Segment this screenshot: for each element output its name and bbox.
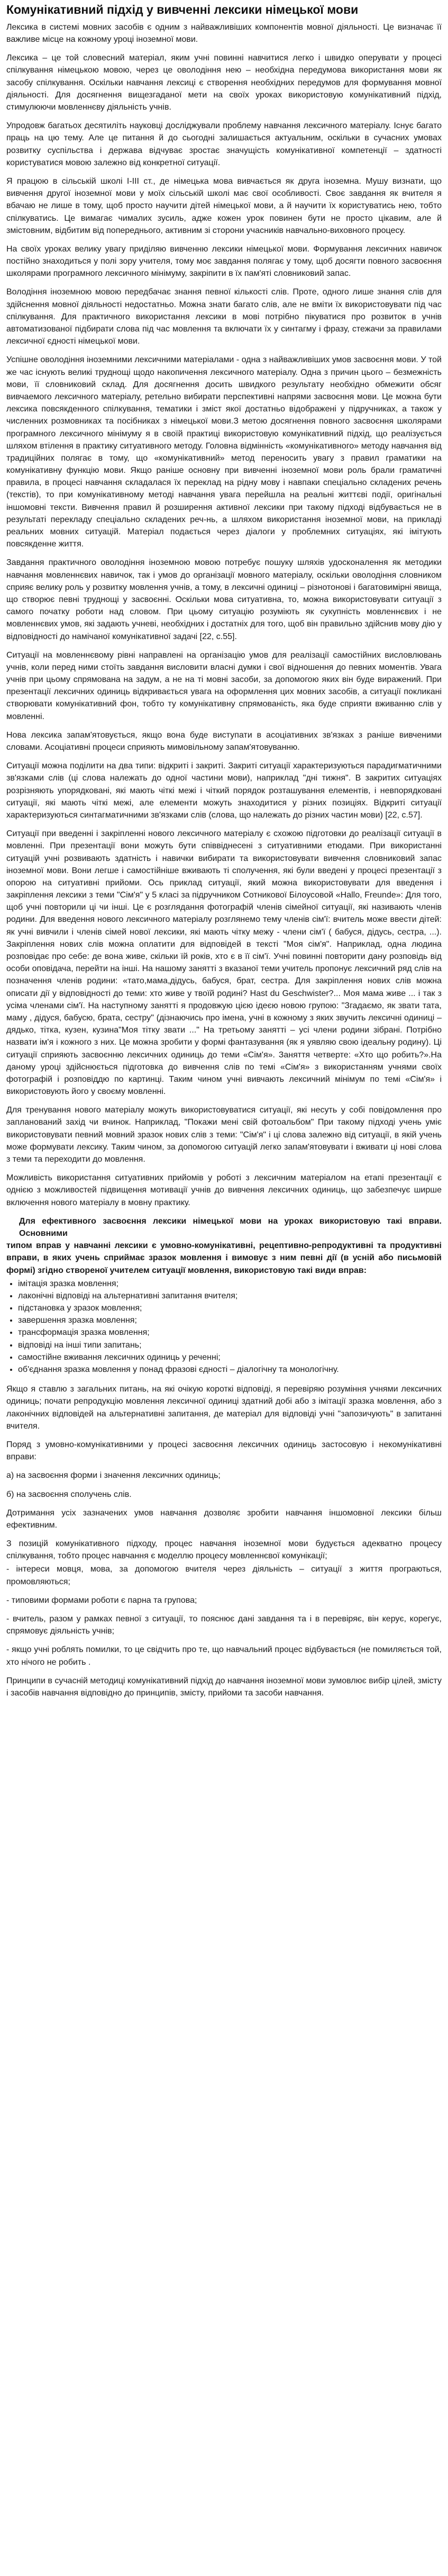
list-item: • об'єднання зразка мовлення у понад фразові єдності – діалогічну та монологічну. bbox=[18, 1363, 442, 1376]
conclusion-section bbox=[6, 1383, 442, 1562]
paragraph: Можливість використання ситуативних прийомів у роботі з лексичним матеріалом на етапі презентації є однією з можливостей підвищення мотивації учнів до вивчення лексичних одиниць, що забезпечує ширше включення нового матеріалу в мовну практику. bbox=[6, 1173, 442, 1207]
paragraph: Дотримання усіх зазначених умов навчання дозволяє зробити навчання іншомовної лексики більш ефективним. bbox=[6, 1508, 442, 1530]
list-item: • трансформація зразка мовлення; bbox=[18, 1326, 442, 1339]
principle-line: - якщо учні роблять помилки, то це свідчить про те, що навчальний процес відбувається (не помиляється той, хто нічого не робить . bbox=[6, 1645, 442, 1667]
paragraph: Ситуації при введенні і закріпленні нового лексичного матеріалу є схожою підготовки до реалізації ситуації в мовленні. При презентації вони можуть бути співвіднесені з ситуативними етюдами. При використанні ситуацій учні розвивають здатність і навички вибирати та використовувати вивчення словниковий запас іноземної мови. Вони легше і самостійніше вживають ті сполучення, які були введені у процесі презентації з опорою на ситуативні прийоми. Ось приклад ситуації, який можна використовувати для введення і закріплення лексики з теми "Сім'я" у 5 класі за підручником Сотникової Білоусовой «Hallo, Freunde»: Для того, щоб учні повторили ці чи інші. Це є розглядання фотографій членів сімейної ситуації, які називають членів родини. Для введення нового лексичного матеріалу розглянемо тему членів сім'ї: вчитель може ввести дітей: як учні вивчили і членів сімей нової лексики, які мають чітку межу - члени сім'ї ( бабуся, дідусь, сестра, ...). Закріплення нових слів можна оплатити для відповідей в тексті "Моя сім'я". Наприклад, одна людина розповідає про себе: де вона живе, скільки їй років, хто є в її сім'ї. Учні повинні повторити дану розповідь від особи оповідача, перейти на інші. На нашому занятті з вказаної теми учитель пропонує лексичний ряд слів на позначення членів родини: «тато,мама,дідусь, бабуся, брат, сестра. Для закріплення нових слів можна описати дії у відповідності до теми: хто живе у твоїй родині? Hast du Geschwister?... Моя мама живе ... і так з усіма членами сім'ї. На наступному занятті я продовжую цією ідеєю новою групою: "Згадаємо, як звати тата, маму , дідуся, бабусю, брата, сестру" (дізнаючись про імена, учні в кожному з яких звучить лексичні одиниці – дядько, тітка, кузен, кузина"Моя тітку звати ..." На третьому занятті – усі члени родини зібрані. Потрібно назвати ім'я і кожного з них. Це можна зробити у формі фантазування (як я уявляю свою ідеальну родину). Ці ситуації сприяють засвоєнню лексичних одиниць до теми «Сім'я». Заняття четверте: «Хто що робить?».На даному уроці здійснюється підготовка до вивчення слів по темі «Сім'я» з використанням учнями своїх фотографій і розповіддю по картинці. Таким чином учні вивчають лексичний мінімум по темі «Сім'я» і використовують його у своєму мовленні. bbox=[6, 829, 442, 1097]
paragraph: б) на засвоєння сполучень слів. bbox=[6, 1489, 132, 1499]
paragraph: Лексика – це той словесний матеріал, яким учні повинні навчитися легко і швидко оперувати у процесі спілкування німецькою мовою, через це оволодіння нею – необхідна передумова використання мови як засобу спілкування. Оскільки навчання лексиці є створення необхідних передумов для формування мовної діяльності. Для досягнення вищезгаданої мети на своїх уроках використовую комунікативний підхід, стимулюючи мовленнєву діяльність учнів. bbox=[6, 53, 442, 112]
paragraph: а) на засвоєння форми і значення лексичних одиниць; bbox=[6, 1471, 221, 1480]
exercise-list bbox=[6, 1278, 442, 1376]
paragraph: На своїх уроках велику увагу приділяю вивченню лексики німецької мови. Формування лексичних навичок постійно знаходиться у полі зору учителя, тому моє завдання полягає у тому, щоб досягти повного засвоєння школярами програмного лексичного мінімуму, закріпити в їх пам'яті словниковий запас. bbox=[6, 244, 442, 279]
paragraph: Упродовж багатьох десятиліть науковці досліджували проблему навчання лексичного матеріалу. Існує багато праць на цю тему. Але це питання й до сьогодні залишається актуальним, оскільки в сучасних умовах розвитку суспільства і держава відчуває зростає значущість комунікативної компетенції – здатності користуватися мовою залежно від конкретної ситуації. bbox=[6, 121, 442, 167]
list-item: • підстановка у зразок мовлення; bbox=[18, 1302, 442, 1314]
principles-section bbox=[6, 1563, 442, 1699]
paragraph: Поряд з умовно-комунікативними у процесі засвоєння лексичних одиниць застосовую і некомунікативні вправи: bbox=[6, 1440, 442, 1462]
exercises-heading-line: Для ефективного засвоєння лексики німецької мови на уроках використовую такі вправи. Основними bbox=[19, 1216, 442, 1238]
list-item: • лаконічні відповіді на альтернативні запитання вчителя; bbox=[18, 1290, 442, 1302]
paragraph: Лексика в системі мовних засобів є одним з найважливіших компонентів мовної діяльності. Це визначає її важливе місце на кожному уроці іноземної мови. bbox=[6, 22, 442, 44]
paragraph: Нова лексика запам'ятовується, якщо вона буде виступати в асоціативних зв'язках з раніше вивченими словами. Асоціативні процеси сприяють мимовільному запам'ятовуванню. bbox=[6, 730, 442, 752]
paragraph: Успішне оволодіння іноземними лексичними матеріалами - одна з найважливіших умов засвоєння мови. У той же час існують великі труднощі щодо накопичення лексичного матеріалу. Одна з причин цього – безмежність мови, її словниковий склад. Для досягнення досить швидкого результату необхідно обмежити обсяг вивчаемого лексичного матеріалу, ретельно вибирати перспективні напрями засвоєння мови. Це можна бути лексика повсякденного спілкування, тематики і зміст якої достатньо відображені у підручниках, а також у численних розмовниках та посібниках з німецької мови.З метою досягнення повного засвоєння школярами програмного лексичного мінімуму я в своїй практиці використовую комунікативний підхід, що реалізується шляхом втілення в практику ситуативного методу. Головна відмінність «комунікативного» методу навчання від традиційних полягає в тому, що «комунікативний» метод переносить увагу з правил граматики на комунікативну функцію мови. Якщо раніше основну при вивченні іноземної мови роль брали граматичні правила, в процесі навчання складалася їх переклад на рідну мову і навпаки спеціально складених речень (текстів), то при комунікативному методі навчання увага перейшла на реальні життєві події, оригінальні іншомовні тексти. Вивчення правил й розширення активної лексики при такому підході відбувається не в результаті перекладу спеціально складених реч-нь, а шляхом використання іноземної мови, на прикладі реальних мовних ситуацій. Матеріал подається через діалоги у проблемних ситуаціях, які імітують повсякденне життя. bbox=[6, 355, 442, 549]
paragraph: Ситуації на мовленнєвому рівні направлені на організацію умов для реалізації самостійних висловлювань учнів, коли перед ними стоїть завдання висловити власні думки і свої відношення до певних моментів. Увага учнів при цьому спрямована на задум, а не на ті мовні засоби, за допомогою яких він буде виражений. При презентації лексичних одиниць відкривається увага на оформлення цих мовних засобів, а ситуації покликані створювати комунікативний фон, тобто ту комунікативну спрямованість, яка буде сприяти вживанню слів у мовленні. bbox=[6, 650, 442, 721]
article-title: Комунікативний підхід у вивченні лексики німецької мови bbox=[6, 3, 359, 16]
list-item: • завершення зразка мовлення; bbox=[18, 1314, 442, 1326]
exercises-heading bbox=[6, 1215, 442, 1277]
list-item: • самостійне вживання лексичних одиниць у реченні; bbox=[18, 1351, 442, 1363]
paragraph: З позицій комунікативного підходу, процес навчання іноземної мови будується адекватно процесу спілкування, тобто процес навчання є моделлю процесу мовленнєвої комунікації; bbox=[6, 1539, 442, 1561]
principle-line: - типовими формами роботи є парна та групова; bbox=[6, 1595, 197, 1605]
principle-line: Принципи в сучасній методиці комунікативний підхід до навчання іноземної мови зумовлює вибір цілей, змісту і засобів навчання відповідно до принципів, змісту, прийоми та засоби навчання. bbox=[6, 1676, 442, 1698]
paragraph: Ситуації можна поділити на два типи: відкриті і закриті. Закриті ситуації характеризуються парадигматичними зв'язками слів (ці слова належать до одної частини мови), наприклад "дні тижня". В закритих ситуаціях розрізняють упорядковані, які мають чіткі межі і чіткий порядок розташування елементів, і невпорядковані ситуації, які мають чіткі межі, але елементи можуть знаходитися у різних позиціях. Відкриті ситуації характеризуються синтагматичними зв'язками слів (слова, що належать до різних частин мови) [22, с.57]. bbox=[6, 761, 442, 820]
paragraph: Володіння іноземною мовою передбачає знання певної кількості слів. Проте, одного лише знання слів для здійснення мовної діяльності недостатньо. Можна знати багато слів, але не вміти їх використовувати під час спілкування. Для практичного використання лексики в мові потрібно пікуватися про розвиток в учнів автоматизованої підбирати слова під час мовлення та включати їх у синтагму і фразу, стежачи за правилами лексичної єдності німецької мови. bbox=[6, 288, 442, 346]
list-item: • імітація зразка мовлення; bbox=[18, 1278, 442, 1290]
exercises-heading-line: типом вправ у навчанні лексики є умовно-комунікативні, рецептивно-репродуктивні та продуктивні вправи, в яких учень сприймає зразок мовлення і вимовує з ним певні дії (в усній або письмовій формі) згідно створеної учителем ситуації мовлення, використовую такі види вправ: bbox=[6, 1241, 442, 1275]
paragraph: Завдання практичного оволодіння іноземною мовою потребує пошуку шляхів удосконалення як методики навчання мовленнєвих навичок, так і умов до організації мовного матеріалу, оскільки оволодіння словником сприяє велику роль у розвитку мовлення учнів, а тому, в лексичні одиниці – різнотонові і багатовимірні явища, що створює певні труднощі у засвоєнні. Оскільки мова ситуативна, то, можна використовувати ситуації з самого початку роботи над словом. При цьому ситуацію розуміють як сукупність мовленнєвих і не мовленнєвих умов, які задають учневі, необхідних і достатніх для того, щоб він правильно здійснив мову дію у відповідності до намічаної комунікативної задачі [22, с.55]. bbox=[6, 558, 442, 641]
principle-line: - вчитель, разом у рамках певної з ситуації, то пояснює дані завдання та і в перевіряє, він керує, корегує, спрямовує діяльність учнів; bbox=[6, 1614, 442, 1636]
paragraph: Я працюю в сільській школі І-ІІІ ст., де німецька мова вивчається як друга іноземна. Мушу визнати, що вивчення другої іноземної мови у моїх сільській школі має свої особливості. Своє завдання як вчителя я вбачаю не лише в тому, щоб просто научити дітей німецької мови, а й научити їх користуватись нею, тобто спілкуватись. Це вимагає чималих зусиль, адже кожен урок повинен бути не просто цікавим, але й змістовним, відбитим від попереднього, активним зі сторони учасників навчально-виховного процесу. bbox=[6, 176, 442, 235]
paragraph: Якщо я ставлю з загальних питань, на які очікую короткі відповіді, я перевіряю розуміння учнями лексичних одиниць; почати репродукцію мовлення лексичної одиниці здатний добі або з імітації зразка мовлення, або з лаконічних відповідей на альтернативні запитання, де матеріал для відповіді учні "запозичують" в запитанні вчителя. bbox=[6, 1385, 442, 1431]
principle-line: - інтереси мовця, мова, за допомогою вчителя через діяльність – ситуації з життя програються, промовляються; bbox=[6, 1565, 442, 1586]
list-item: • відповіді на інші типи запитань; bbox=[18, 1339, 442, 1351]
paragraph: Для тренування нового матеріалу можуть використовуватися ситуації, які несуть у собі повідомлення про запланований захід чи вчинок. Наприклад, "Покажи мені свій фотоальбом" При такому підході учень уміє використовувати певний мовний зразок нових слів з теми: "Сім'я" і ці слова залежно від ситуації, в якій учень може формувати лексику. Таким чином, за допомогою ситуацій легко запам'ятовувати і вживати ці нові слова з теми та переходити до мовлення. bbox=[6, 1106, 442, 1164]
intro-section bbox=[6, 21, 442, 1209]
